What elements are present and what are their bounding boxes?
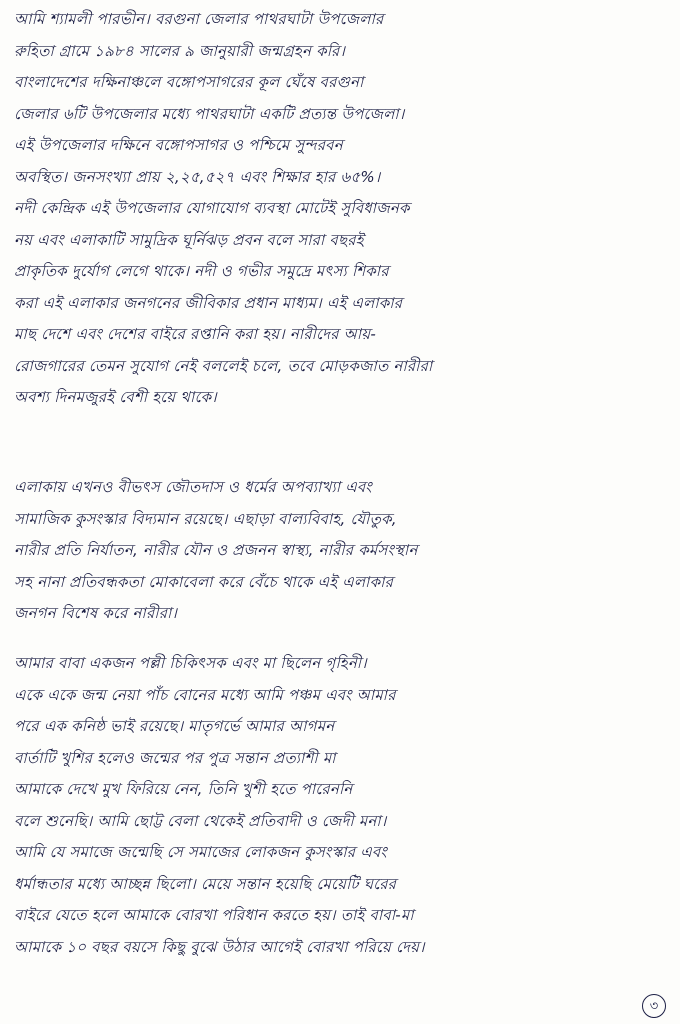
- text-line: অবশ্য দিনমজুরই বেশী হয়ে থাকে।: [14, 388, 217, 406]
- text-line: বলে শুনেছি। আমি ছোট্ট বেলা থেকেই প্রতিবাদী ও জেদী মনা।: [14, 811, 387, 830]
- text-line: একে একে জন্ম নেয়া পাঁচ বোনের মধ্যে আমি পঞ্চম এবং আমার: [14, 685, 396, 704]
- text-line: সামাজিক কুসংস্কার বিদ্যমান রয়েছে। এছাড়া বাল্যবিবাহ, যৌতুক,: [14, 509, 397, 528]
- text-line: মাছ দেশে এবং দেশের বাইরে রপ্তানি করা হয়। নারীদের আয়-: [14, 325, 376, 343]
- text-line: বাইরে যেতে হলে আমাকে বোরখা পরিধান করতে হয়। তাই বাবা-মা: [14, 906, 414, 924]
- text-line: রোজগারের তেমন সুযোগ নেই বললেই চলে, তবে মোড়কজাত নারীরা: [14, 356, 433, 375]
- text-line: এলাকায় এখনও বীভৎস জৌতদাস ও ধর্মের অপব্যাখ্যা এবং: [14, 478, 372, 496]
- text-line: বার্তাটি খুশির হলেও জন্মের পর পুত্র সন্তান প্রত্যাশী মা: [14, 748, 336, 767]
- text-line: করা এই এলাকার জনগনের জীবিকার প্রধান মাধ্যম। এই এলাকার: [14, 293, 403, 312]
- text-line: নদী কেন্দ্রিক এই উপজেলার যোগাযোগ ব্যবস্থা মোটেই সুবিধাজনক: [14, 199, 410, 217]
- page-number: ৩: [642, 994, 666, 1018]
- text-line: বাংলাদেশের দক্ষিনাঞ্চলে বঙ্গোপসাগরের কূল ঘেঁষে বরগুনা: [14, 73, 364, 91]
- text-line: অবস্থিত। জনসংখ্যা প্রায় ২,২৫,৫২৭ এবং শিক্ষার হার ৬৫%।: [14, 167, 381, 186]
- text-line: আমি যে সমাজে জন্মেছি সে সমাজের লোকজন কুসংস্কার এবং: [14, 843, 387, 861]
- text-line: নয় এবং এলাকাটি সামুদ্রিক ঘূর্নিঝড় প্রবন বলে সারা বছরই: [14, 230, 364, 249]
- text-line: এই উপজেলার দক্ষিনে বঙ্গোপসাগর ও পশ্চিমে সুন্দরবন: [14, 136, 343, 154]
- text-line: আমাকে ১০ বছর বয়সে কিছু বুঝে উঠার আগেই বোরখা পরিয়ে দেয়।: [14, 937, 425, 956]
- text-line: সহ নানা প্রতিবন্ধকতা মোকাবেলা করে বেঁচে থাকে এই এলাকার: [14, 572, 394, 591]
- text-line: ধর্মান্ধতার মধ্যে আচ্ছন্ন ছিলো। মেয়ে সন্তান হয়েছি মেয়েটি ঘরের: [14, 874, 397, 893]
- text-line: জনগন বিশেষ করে নারীরা।: [14, 604, 178, 622]
- text-line: পরে এক কনিষ্ঠ ভাই রয়েছে। মাতৃগর্ভে আমার আগমন: [14, 717, 335, 735]
- text-line: প্রাকৃতিক দুর্যোগ লেগে থাকে। নদী ও গভীর সমুদ্রে মৎস্য শিকার: [14, 262, 389, 280]
- text-line: নারীর প্রতি নির্যাতন, নারীর যৌন ও প্রজনন স্বাস্থ্য, নারীর কর্মসংস্থান: [14, 541, 418, 559]
- text-line: জেলার ৬টি উপজেলার মধ্যে পাথরঘাটা একটি প্রত্যন্ত উপজেলা।: [14, 104, 405, 123]
- text-line: আমাকে দেখে মুখ ফিরিয়ে নেন, তিনি খুশী হতে পারেননি: [14, 780, 353, 798]
- text-line: আমি শ্যামলী পারভীন। বরগুনা জেলার পাথরঘাটা উপজেলার: [14, 10, 384, 28]
- text-line: রুহিতা গ্রামে ১৯৮৪ সালের ৯ জানুয়ারী জন্মগ্রহন করি।: [14, 41, 346, 60]
- text-line: আমার বাবা একজন পল্লী চিকিৎসক এবং মা ছিলেন গৃহিনী।: [14, 654, 367, 672]
